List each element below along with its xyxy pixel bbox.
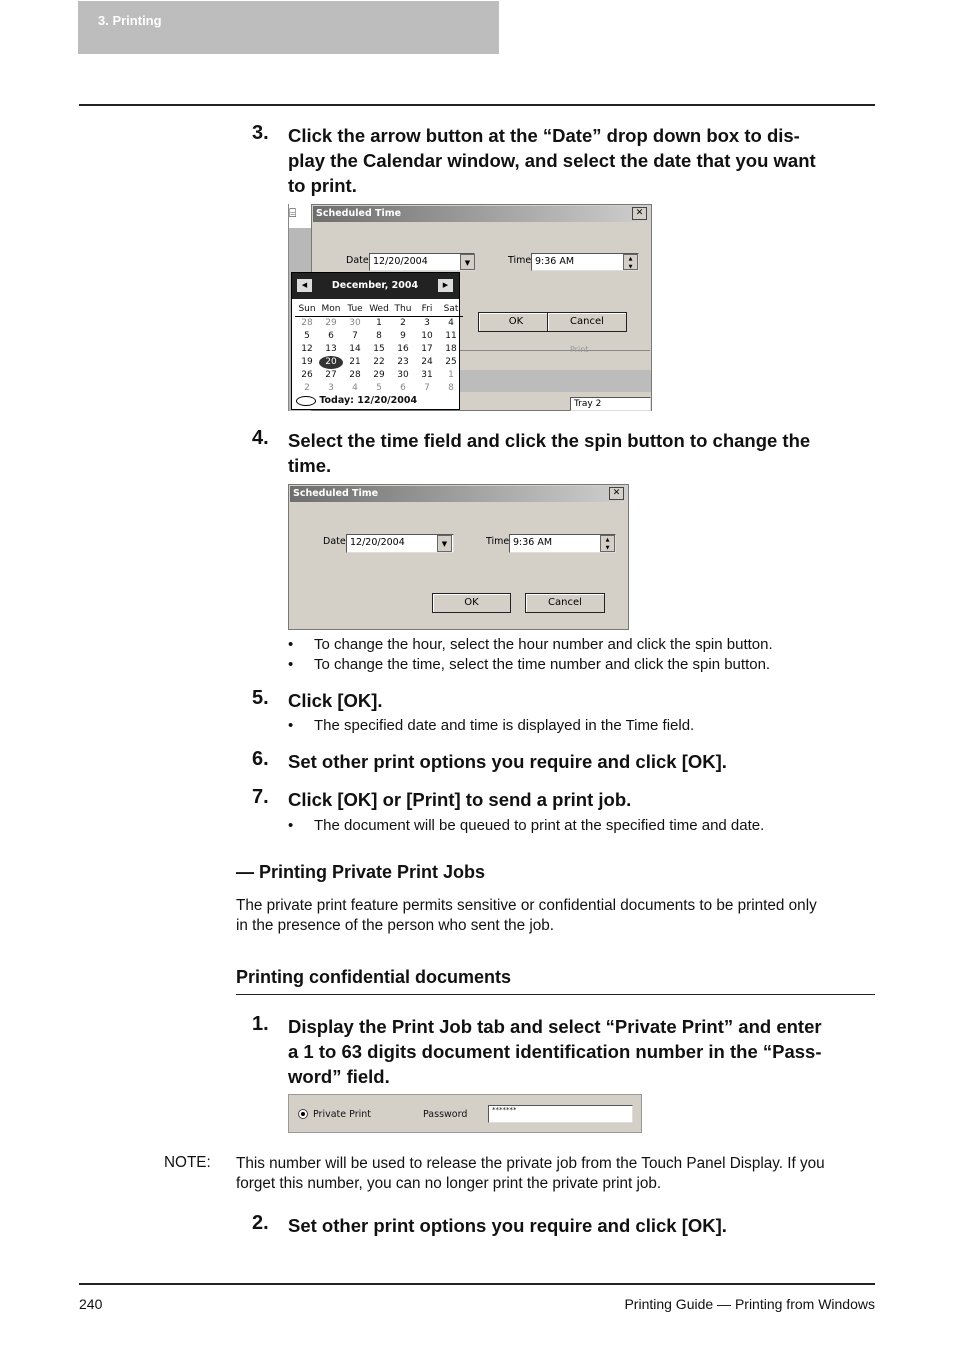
chevron-down-icon[interactable]: ▼: [437, 535, 452, 552]
day-cell[interactable]: 29: [373, 370, 385, 380]
close-icon[interactable]: ✕: [609, 487, 624, 500]
day-cell[interactable]: 26: [301, 370, 313, 380]
week-row: [295, 356, 463, 369]
week-row: [295, 369, 463, 382]
day-cell[interactable]: 2: [400, 318, 406, 328]
day-cell[interactable]: 19: [301, 357, 313, 367]
day-cell[interactable]: 6: [328, 331, 334, 341]
section-header-label: 3. Printing: [98, 13, 162, 28]
day-cell[interactable]: 7: [352, 331, 358, 341]
note-label: NOTE:: [164, 1154, 211, 1171]
step-number-1: 1.: [252, 1013, 269, 1035]
step-3-text: [288, 123, 816, 198]
step-3-line: play the Calendar window, and select the date that you want: [288, 150, 816, 171]
step-5-text: Click [OK].: [288, 690, 383, 711]
weekday: Wed: [369, 304, 389, 314]
weekday-row: [295, 303, 463, 317]
top-rule: [79, 104, 875, 106]
cancel-button[interactable]: Cancel: [547, 312, 627, 332]
step-4-line: time.: [288, 455, 332, 476]
step-number-7: 7.: [252, 786, 269, 808]
step-6-text: Set other print options you require and click [OK].: [288, 751, 727, 772]
day-cell[interactable]: 24: [421, 357, 433, 367]
today-label: Today: 12/20/2004: [319, 395, 418, 406]
body-line: in the presence of the person who sent the job.: [236, 917, 555, 934]
step-number-6: 6.: [252, 748, 269, 770]
page-number: 240: [79, 1296, 103, 1312]
day-cell[interactable]: 28: [301, 318, 313, 328]
bullet-text: To change the time, select the time number and click the spin button.: [314, 656, 771, 673]
time-field[interactable]: 9:36 AM: [531, 253, 639, 271]
step-1-line: word” field.: [288, 1066, 390, 1087]
footer-title: Printing Guide — Printing from Windows: [624, 1296, 875, 1312]
day-cell[interactable]: 11: [445, 331, 457, 341]
step-number-3: 3.: [252, 122, 269, 144]
footer-rule: [79, 1283, 875, 1285]
step-3-line: to print.: [288, 175, 357, 196]
day-cell[interactable]: 28: [349, 370, 361, 380]
step-1-text: [288, 1014, 822, 1089]
bullet-text: To change the hour, select the hour number and click the spin button.: [314, 636, 773, 653]
date-field[interactable]: 12/20/2004: [369, 253, 475, 271]
day-cell[interactable]: 16: [397, 344, 409, 354]
weekday: Sat: [443, 304, 459, 314]
note-line: This number will be used to release the private job from the Touch Panel Display. If you: [236, 1155, 825, 1172]
day-cell[interactable]: 25: [445, 357, 457, 367]
step-2-text: Set other print options you require and click [OK].: [288, 1215, 727, 1236]
tray-field[interactable]: Tray 2: [570, 397, 651, 411]
subsection-rule: [236, 994, 875, 995]
day-cell[interactable]: 31: [421, 370, 433, 380]
password-label: Password: [423, 1109, 468, 1120]
day-cell[interactable]: 1: [376, 318, 382, 328]
day-cell[interactable]: 22: [373, 357, 385, 367]
body-line: The private print feature permits sensitive or confidential documents to be printed only: [236, 897, 817, 914]
step-4-line: Select the time field and click the spin button to change the: [288, 430, 811, 451]
private-print-panel: [288, 1094, 642, 1133]
private-print-label: Private Print: [313, 1109, 371, 1120]
day-cell[interactable]: 7: [424, 383, 430, 393]
step-3-line: Click the arrow button at the “Date” drop down box to dis-: [288, 125, 800, 146]
divider: [460, 350, 650, 351]
calendar-grid: [295, 303, 463, 395]
subsection-title: Printing confidential documents: [236, 967, 512, 987]
day-cell[interactable]: 3: [328, 383, 334, 393]
day-cell[interactable]: 12: [301, 344, 313, 354]
private-print-radio[interactable]: [298, 1109, 308, 1119]
password-field[interactable]: *******: [488, 1105, 633, 1123]
step-number-4: 4.: [252, 427, 269, 449]
week-row: [295, 330, 463, 343]
bullet-text: The document will be queued to print at the specified time and date.: [314, 817, 765, 834]
chevron-down-icon[interactable]: ▼: [460, 254, 475, 270]
ok-button[interactable]: OK: [432, 593, 511, 613]
ok-button[interactable]: OK: [478, 312, 554, 332]
bars-icon: ⌸: [289, 204, 311, 228]
scheduled-time-dialog: [288, 484, 629, 630]
day-cell[interactable]: 15: [373, 344, 385, 354]
prev-month-icon[interactable]: ◀: [297, 279, 312, 292]
dialog-title: Scheduled Time: [313, 206, 650, 222]
date-label: Date: [323, 536, 346, 547]
step-1-line: a 1 to 63 digits document identification number in the “Pass-: [288, 1041, 822, 1062]
weekday: Tue: [347, 304, 363, 314]
day-cell[interactable]: 8: [376, 331, 382, 341]
day-cell[interactable]: 30: [349, 318, 361, 328]
note-text: [236, 1154, 825, 1194]
day-cell[interactable]: 10: [421, 331, 433, 341]
day-cell[interactable]: 4: [352, 383, 358, 393]
weekday: Fri: [421, 304, 433, 314]
day-cell[interactable]: 27: [325, 370, 337, 380]
day-cell[interactable]: 3: [424, 318, 430, 328]
week-row: [295, 382, 463, 395]
time-field[interactable]: 9:36 AM: [509, 534, 616, 553]
selected-day-cell[interactable]: 20: [319, 356, 343, 369]
day-cell[interactable]: 30: [397, 370, 409, 380]
calendar-screenshot: [288, 204, 652, 411]
day-cell[interactable]: 8: [448, 383, 454, 393]
step-4-text: [288, 428, 810, 478]
close-icon[interactable]: ✕: [632, 207, 647, 220]
time-spin-icon[interactable]: ▲ ▼: [623, 254, 638, 270]
section-title: — Printing Private Print Jobs: [236, 862, 486, 882]
bullet-text: The specified date and time is displayed in the Time field.: [314, 717, 695, 734]
day-cell[interactable]: 17: [421, 344, 433, 354]
weekday: Thu: [394, 304, 412, 314]
day-cell[interactable]: 29: [325, 318, 337, 328]
bg-print-label: Print: [570, 345, 589, 354]
day-cell[interactable]: 4: [448, 318, 454, 328]
weekday: Sun: [298, 304, 316, 314]
day-cell[interactable]: 5: [376, 383, 382, 393]
cancel-button[interactable]: Cancel: [525, 593, 605, 613]
calendar-month: December, 2004: [331, 280, 419, 291]
day-cell[interactable]: 6: [400, 383, 406, 393]
weekday: Mon: [321, 304, 341, 314]
date-label: Date: [346, 255, 369, 266]
day-cell[interactable]: 14: [349, 344, 361, 354]
section-header-tab: [78, 1, 499, 54]
note-line: forget this number, you can no longer print the private print job.: [236, 1175, 662, 1192]
section-body: [236, 896, 817, 936]
time-spin-icon[interactable]: ▲ ▼: [600, 535, 615, 552]
today-link[interactable]: [296, 395, 417, 406]
week-row: [295, 317, 463, 330]
next-month-icon[interactable]: ▶: [438, 279, 453, 292]
day-cell[interactable]: 21: [349, 357, 361, 367]
day-cell[interactable]: 1: [448, 370, 454, 380]
day-cell[interactable]: 9: [400, 331, 406, 341]
day-cell[interactable]: 18: [445, 344, 457, 354]
step-number-5: 5.: [252, 687, 269, 709]
calendar-header: [292, 273, 459, 299]
time-label: Time: [486, 536, 510, 547]
step-1-line: Display the Print Job tab and select “Private Print” and enter: [288, 1016, 822, 1037]
day-cell[interactable]: 23: [397, 357, 409, 367]
day-cell[interactable]: 5: [304, 331, 310, 341]
week-row: [295, 343, 463, 356]
day-cell[interactable]: 2: [304, 383, 310, 393]
date-field[interactable]: 12/20/2004: [346, 534, 454, 553]
time-label: Time: [508, 255, 532, 266]
today-circle-icon: [296, 396, 316, 406]
dialog-title: Scheduled Time: [290, 486, 627, 502]
step-number-2: 2.: [252, 1212, 269, 1234]
calendar-popup: [291, 272, 460, 410]
day-cell[interactable]: 13: [325, 344, 337, 354]
step-7-text: Click [OK] or [Print] to send a print job.: [288, 789, 632, 810]
